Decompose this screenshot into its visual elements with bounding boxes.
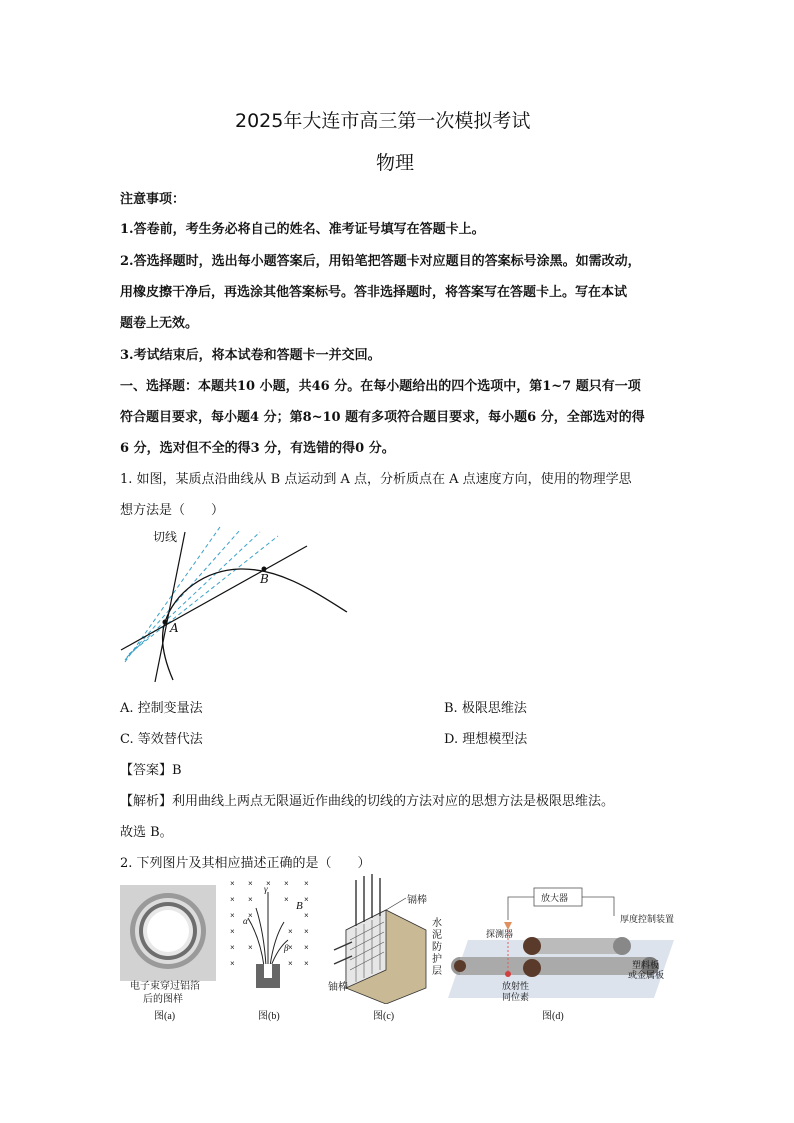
svg-text:×: × (288, 927, 293, 936)
svg-text:×: × (284, 895, 289, 904)
figure-c-caption: 图(c) (373, 1011, 395, 1022)
figure-c-wall-1: 水 (432, 918, 442, 929)
notice-item-1: 1.答卷前，考生务必将自己的姓名、准考证号填写在答题卡上。 (120, 222, 485, 237)
svg-text:×: × (304, 943, 309, 952)
section-1-line-2: 符合题目要求，每小题4 分；第8~10 题有多项符合题目要求，每小题6 分，全部选对的得 (120, 410, 645, 425)
q1-option-b: B. 极限思维法 (444, 701, 527, 716)
figure-a-caption: 图(a) (154, 1011, 176, 1022)
figure-d-detector: 探测器 (486, 929, 514, 939)
figure-d-amplifier: 放大器 (541, 893, 569, 903)
svg-text:×: × (230, 943, 235, 952)
svg-text:×: × (304, 879, 309, 888)
svg-text:×: × (266, 879, 271, 888)
notice-item-2-line-1: 2.答选择题时，选出每小题答案后，用铅笔把答题卡对应题目的答案标号涂黑。如需改动， (120, 254, 641, 269)
secant-line-4 (129, 536, 278, 654)
subject-title: 物理 (376, 152, 415, 174)
svg-text:×: × (284, 879, 289, 888)
secant-line-3 (127, 532, 260, 657)
figure-a-desc-line-2: 后的图样 (143, 994, 183, 1005)
q1-option-c: C. 等效替代法 (120, 732, 203, 747)
notice-item-2-line-2: 用橡皮擦干净后，再选涂其他答案标号。答非选择题时，将答案写在答题卡上。写在本试 (120, 285, 628, 300)
figure-d-source-line-2: 同位素 (502, 992, 530, 1002)
point-a (163, 620, 168, 625)
notice-heading: 注意事项： (120, 192, 186, 207)
tangent-label: 切线 (153, 530, 178, 544)
svg-text:×: × (248, 943, 253, 952)
svg-text:×: × (288, 943, 293, 952)
point-a-label: A (170, 621, 179, 635)
figure-a-diffraction-rings (120, 885, 216, 981)
q1-stem-line-2: 想方法是（ ） (120, 503, 225, 518)
svg-text:×: × (304, 895, 309, 904)
point-b (262, 567, 267, 572)
svg-text:×: × (288, 959, 293, 968)
svg-text:×: × (304, 911, 309, 920)
figure-c-wall-4: 护 (432, 954, 442, 965)
svg-text:×: × (230, 879, 235, 888)
figure-c-cadmium-rod: 镉棒 (407, 895, 427, 906)
figure-c-uranium-rod: 铀棒 (328, 982, 348, 993)
svg-text:×: × (230, 959, 235, 968)
figure-b-alpha: α (243, 916, 248, 926)
svg-text:×: × (248, 911, 253, 920)
svg-text:×: × (230, 911, 235, 920)
svg-text:×: × (248, 895, 253, 904)
q1-answer: 【答案】B (120, 763, 182, 778)
figure-c-wall-5: 层 (432, 966, 442, 977)
q1-tangent-figure (115, 522, 355, 682)
figure-d-source-line-1: 放射性 (502, 981, 530, 991)
section-1-line-1: 一、选择题：本题共10 小题，共46 分。在每小题给出的四个选项中，第1~7 题只有一项 (120, 379, 641, 394)
figure-b-radiation-field (226, 878, 322, 990)
q1-analysis: 【解析】利用曲线上两点无限逼近作曲线的切线的方法对应的思想方法是极限思维法。 (120, 794, 615, 809)
exam-title: 2025年大连市高三第一次模拟考试 (235, 110, 531, 132)
notice-item-2-line-3: 题卷上无效。 (120, 316, 199, 331)
secant-line-2 (125, 530, 240, 660)
svg-text:×: × (248, 879, 253, 888)
q1-option-d: D. 理想模型法 (444, 732, 528, 747)
figure-b-caption: 图(b) (258, 1011, 280, 1022)
svg-text:×: × (230, 895, 235, 904)
q1-stem-line-1: 1. 如图，某质点沿曲线从 B 点运动到 A 点，分析质点在 A 点速度方向，使用的物理学思 (120, 472, 632, 487)
svg-text:×: × (230, 927, 235, 936)
q1-option-a: A. 控制变量法 (120, 701, 203, 716)
figure-d-thickness-control: 厚度控制装置 (620, 914, 675, 924)
figure-b-field-label: B (296, 900, 303, 912)
figure-c-wall-3: 防 (432, 942, 442, 953)
figure-b-beta: β (284, 943, 289, 953)
section-1-line-3: 6 分，选对但不全的得3 分，有选错的得0 分。 (120, 441, 395, 456)
figure-c-wall-2: 泥 (432, 930, 442, 941)
q2-stem: 2. 下列图片及其相应描述正确的是（ ） (120, 856, 371, 871)
secant-line-ab (121, 546, 307, 650)
figure-a-desc-line-1: 电子束穿过铝箔 (130, 981, 200, 992)
svg-text:×: × (304, 927, 309, 936)
svg-text:×: × (304, 959, 309, 968)
q1-conclusion: 故选 B。 (120, 825, 173, 840)
point-b-label: B (260, 572, 269, 586)
notice-item-3: 3.考试结束后，将本试卷和答题卡一并交回。 (120, 348, 381, 363)
figure-d-caption: 图(d) (542, 1011, 564, 1022)
figure-d-plate-line-2: 或金属板 (628, 970, 665, 980)
figure-b-gamma: γ (264, 884, 268, 894)
figure-d-plate-line-1: 塑料板 (632, 960, 660, 970)
